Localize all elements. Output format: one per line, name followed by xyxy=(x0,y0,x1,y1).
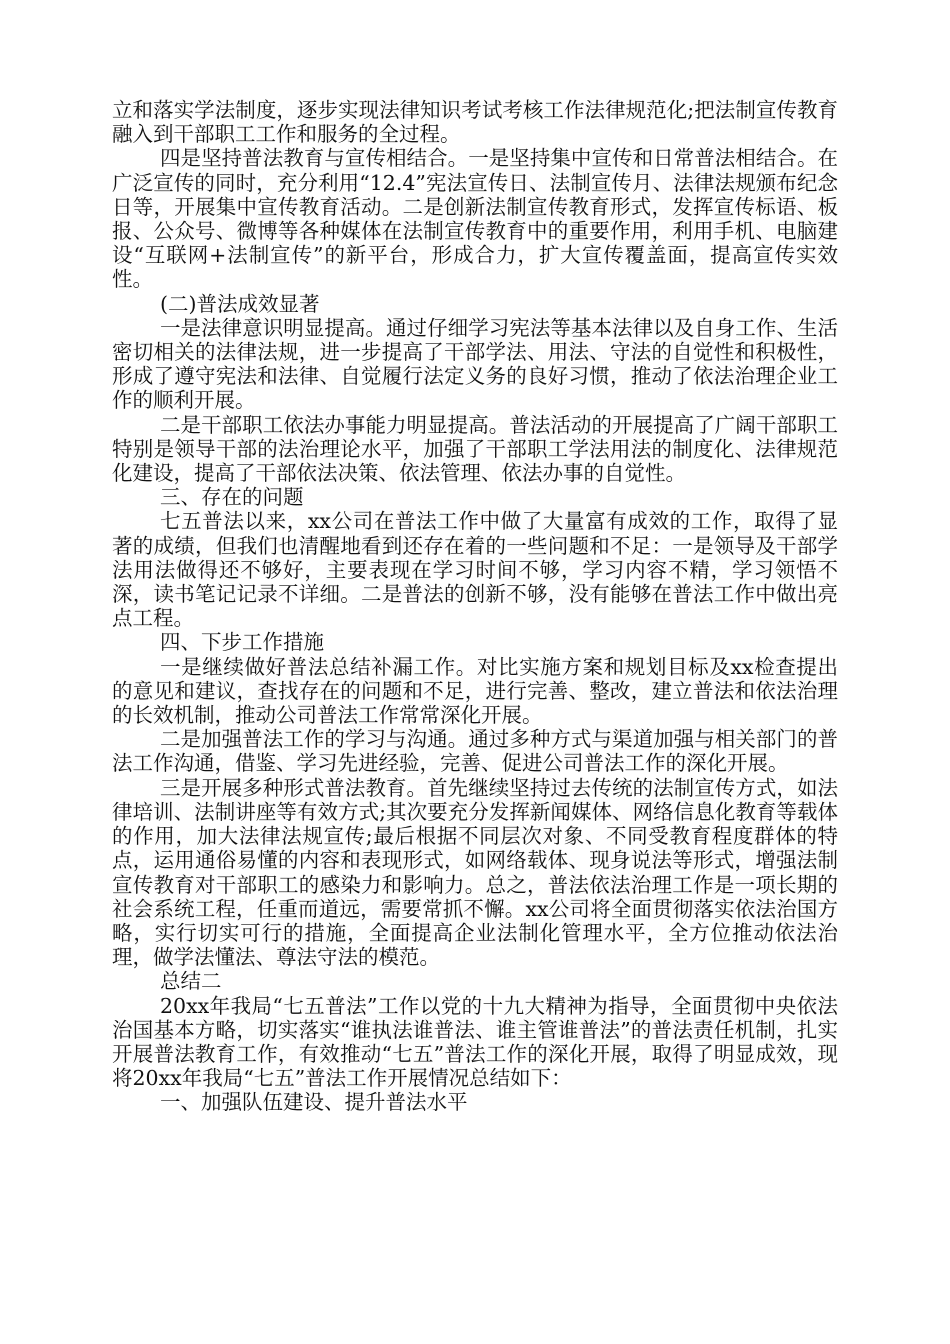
section-heading-summary-two: 总结二 xyxy=(160,969,222,994)
section-heading-problems: 三、存在的问题 xyxy=(160,485,304,510)
paragraph-publicity: 四是坚持普法教育与宣传相结合。一是坚持集中宣传和日常普法相结合。在广泛宣传的同时，充分利用“12.4”宪法宣传日、法制宣传月、法律法规颁布纪念日等，开展集中宣传教育活动。二是创新法制宣传教育形式，发挥宣传标语、板报、公众号、微博等各种媒体在法制宣传教育中的重要作用，利用手机、电脑建设“互联网+法制宣传”的新平台，形成合力，扩大宣传覆盖面，提高宣传实效性。 xyxy=(112,146,838,292)
paragraph-step-three: 三是开展多种形式普法教育。首先继续坚持过去传统的法制宣传方式，如法律培训、法制讲座等有效方式;其次要充分发挥新闻媒体、网络信息化教育等载体的作用，加大法律法规宣传;最后根据不同层次对象、不同受教育程度群体的特点，运用通俗易懂的内容和表现形式，如网络载体、现身说法等形式，增强法制宣传教育对干部职工的感染力和影响力。总之，普法依法治理工作是一项长期的社会系统工程，任重而道远，需要常抓不懈。xx公司将全面贯彻落实依法治国方略，实行切实可行的措施，全面提高企业法制化管理水平，全方位推动依法治理，做学法懂法、尊法守法的模范。 xyxy=(112,775,838,970)
section-heading-next-steps: 四、下步工作措施 xyxy=(160,630,324,655)
paragraph-continuation: 立和落实学法制度，逐步实现法律知识考试考核工作法律规范化;把法制宣传教育融入到干部职工工作和服务的全过程。 xyxy=(112,98,838,147)
paragraph-ability: 二是干部职工依法办事能力明显提高。普法活动的开展提高了广阔干部职工特别是领导干部的法治理论水平，加强了干部职工学法用法的制度化、法律规范化建设，提高了干部依法决策、依法管理、依法办事的自觉性。 xyxy=(112,412,838,486)
section-heading-effects: (二)普法成效显著 xyxy=(160,291,320,316)
paragraph-legal-awareness: 一是法律意识明显提高。通过仔细学习宪法等基本法律以及自身工作、生活密切相关的法律法规，进一步提高了干部学法、用法、守法的自觉性和积极性，形成了遵守宪法和法律、自觉履行法定义务的良好习惯，推动了依法治理企业工作的顺利开展。 xyxy=(112,315,838,413)
paragraph-summary-intro: 20xx年我局“七五普法”工作以党的十九大精神为指导，全面贯彻中央依法治国基本方略，切实落实“谁执法谁普法、谁主管谁普法”的普法责任机制，扎实开展普法教育工作，有效推动“七五”普法工作的深化开展，取得了明显成效，现将20xx年我局“七五”普法工作开展情况总结如下： xyxy=(112,993,838,1091)
section-heading-team-building: 一、加强队伍建设、提升普法水平 xyxy=(160,1090,468,1115)
paragraph-step-one: 一是继续做好普法总结补漏工作。对比实施方案和规划目标及xx检查提出的意见和建议，查找存在的问题和不足，进行完善、整改，建立普法和依法治理的长效机制，推动公司普法工作常常深化开展。 xyxy=(112,654,838,728)
paragraph-problems: 七五普法以来，xx公司在普法工作中做了大量富有成效的工作，取得了显著的成绩，但我们也清醒地看到还存在着的一些问题和不足：一是领导及干部学法用法做得还不够好，主要表现在学习时间不够，学习内容不精，学习领悟不深，读书笔记记录不详细。二是普法的创新不够，没有能够在普法工作中做出亮点工程。 xyxy=(112,509,838,631)
document-body xyxy=(112,98,838,1115)
paragraph-step-two: 二是加强普法工作的学习与沟通。通过多种方式与渠道加强与相关部门的普法工作沟通，借鉴、学习先进经验，完善、促进公司普法工作的深化开展。 xyxy=(112,727,838,776)
